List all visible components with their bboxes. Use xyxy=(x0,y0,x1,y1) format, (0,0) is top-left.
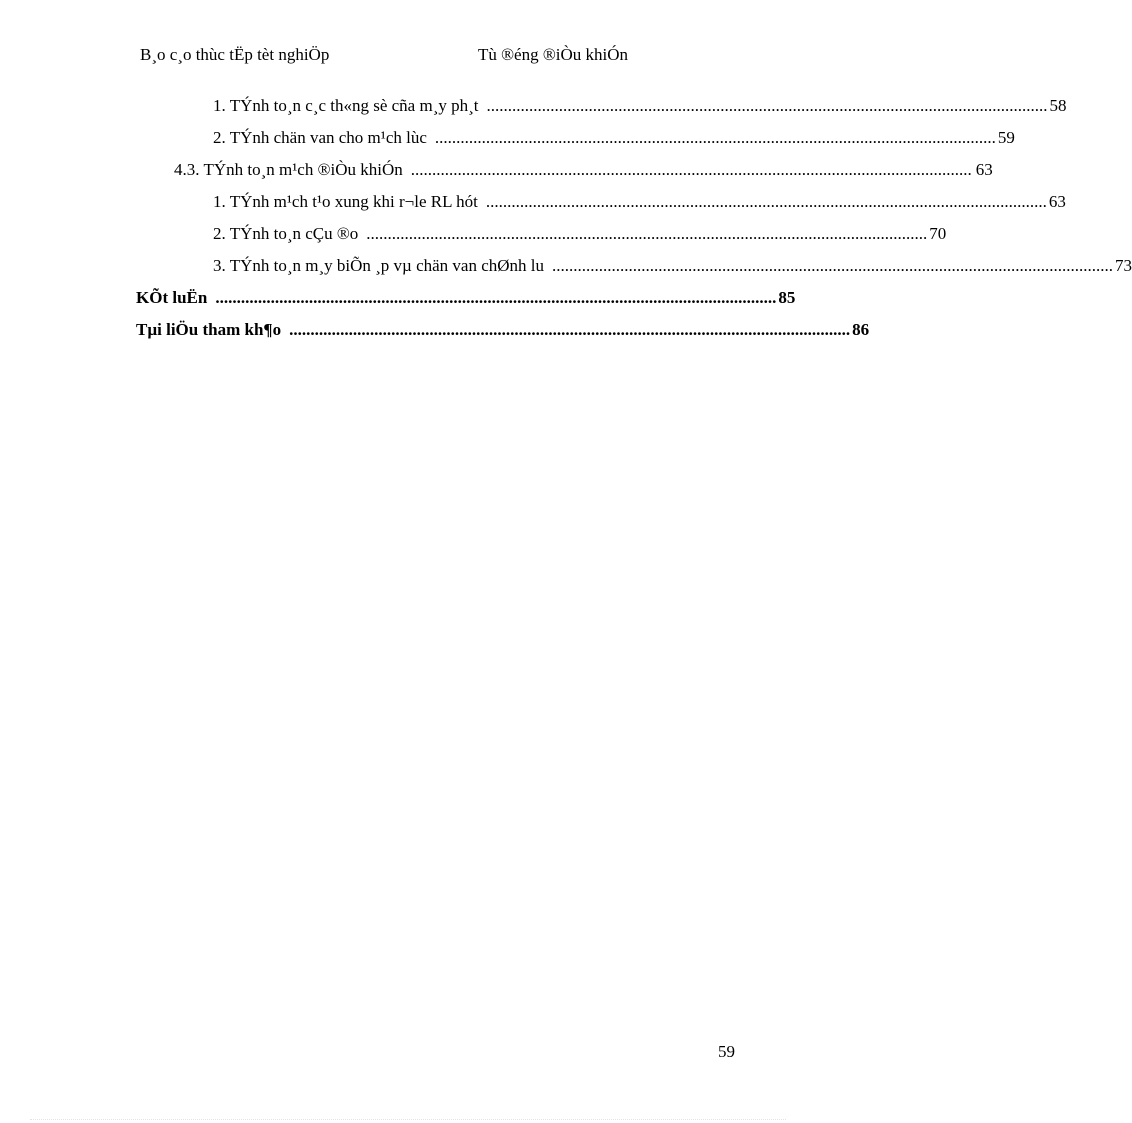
toc-entry-page: 58 xyxy=(1049,96,1067,115)
toc-dot-leader: .................................................................................................................................... xyxy=(486,96,1048,115)
toc-entry-title: 2. TÝnh to¸n cÇu ®o xyxy=(213,224,359,243)
toc-entry-page: 85 xyxy=(778,288,796,307)
toc-dot-leader: .................................................................................................................................... xyxy=(289,320,851,339)
toc-entry-title: 1. TÝnh m¹ch t¹o xung khi r¬le RL hót xyxy=(213,192,478,211)
toc-dot-leader: .................................................................................................................................... xyxy=(366,224,928,243)
header-report-title: B¸o c¸o thùc tËp tèt nghiÖp xyxy=(140,45,330,64)
toc-entry-page: 73 xyxy=(1115,256,1132,275)
toc-dot-leader: .................................................................................................................................... xyxy=(552,256,1114,275)
toc-entry-page: 59 xyxy=(997,128,1015,147)
toc-entry-page: 70 xyxy=(929,224,947,243)
toc-entry-page: 86 xyxy=(852,320,870,339)
toc-entry xyxy=(0,154,993,186)
toc-entry xyxy=(0,90,1067,122)
toc-dot-leader: .................................................................................................................................... xyxy=(410,160,972,179)
toc-entry-title: Tµi liÖu tham kh¶o xyxy=(136,320,282,339)
table-of-contents xyxy=(0,90,1132,346)
toc-entry-title: KÕt luËn xyxy=(136,288,208,307)
toc-dot-leader: .................................................................................................................................... xyxy=(485,192,1047,211)
toc-entry xyxy=(0,218,947,250)
toc-entry-page: 63 xyxy=(975,160,993,179)
page-header xyxy=(0,45,816,69)
toc-entry-title: 4.3. TÝnh to¸n m¹ch ®iÒu khiÓn xyxy=(174,160,403,179)
toc-entry-title: 2. TÝnh chän van cho m¹ch lùc xyxy=(213,128,427,147)
toc-entry xyxy=(0,122,1015,154)
toc-entry-page: 63 xyxy=(1048,192,1066,211)
page-number: 59 xyxy=(718,1042,735,1061)
toc-dot-leader: .................................................................................................................................... xyxy=(215,288,777,307)
toc-entry-title: 1. TÝnh to¸n c¸c th«ng sè cña m¸y ph¸t xyxy=(213,96,479,115)
toc-entry xyxy=(0,282,796,314)
toc-entry-title: 3. TÝnh to¸n m¸y biÕn ¸p vµ chän van chØnh lu xyxy=(213,256,545,275)
toc-entry xyxy=(0,314,870,346)
toc-dot-leader: .................................................................................................................................... xyxy=(434,128,996,147)
page-bottom-rule xyxy=(30,1119,786,1120)
toc-entry xyxy=(0,250,1132,282)
toc-entry xyxy=(0,186,1066,218)
header-topic-title: Tù ®éng ®iÒu khiÓn xyxy=(478,45,629,64)
